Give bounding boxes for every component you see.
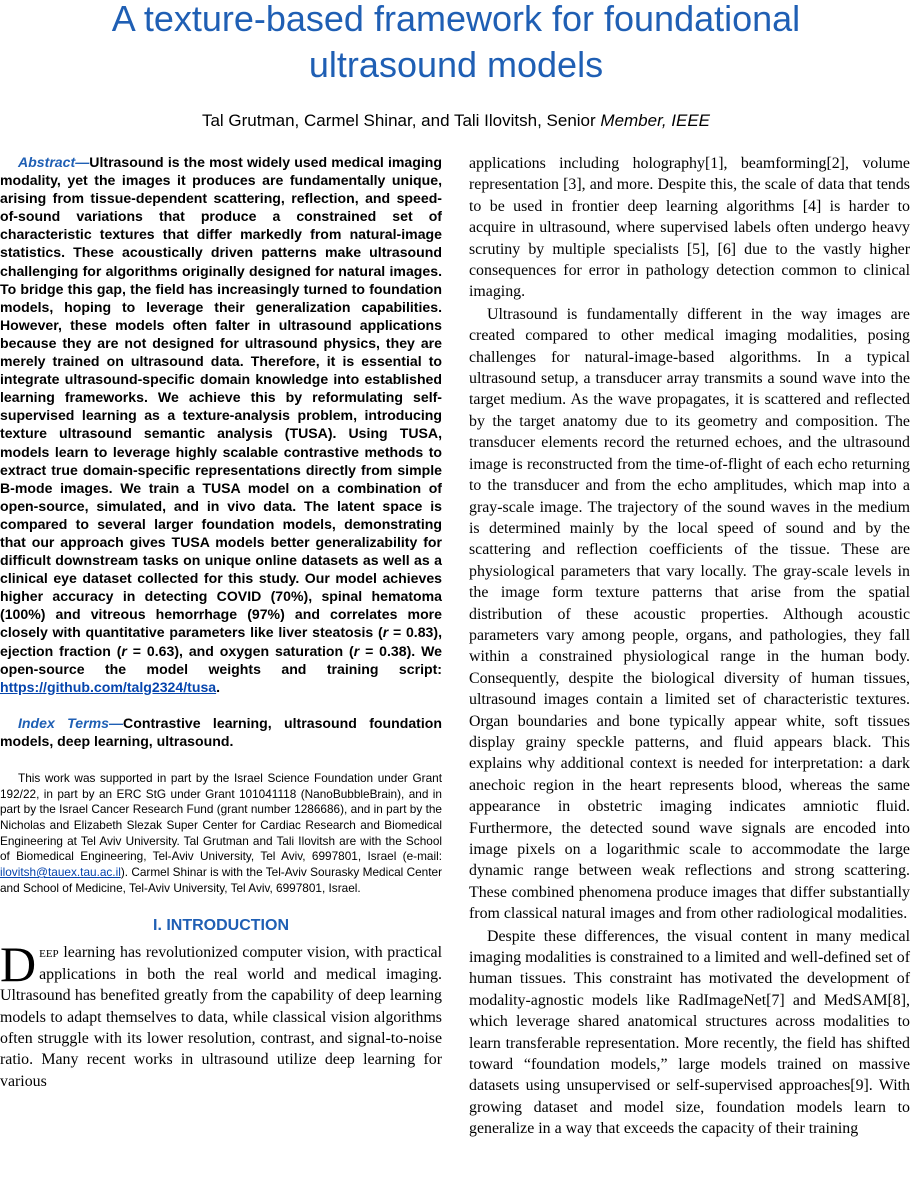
r-symbol-2: r <box>121 642 127 659</box>
abstract-text-3: = 0.63), and oxygen saturation ( <box>126 642 354 659</box>
left-column <box>0 153 442 1092</box>
body-paragraph-1: applications including holography[1], beamforming[2], volume representation [3], and more. Despite this, the scale of data that tends to be used in frontier deep learning algorithms [4] is harder to acquire in ultrasound, where supervised labels often undergo heavy scrutiny by multiple specialists [5], [6] due to the vastly higher consequences for error in pathology detection common to clinical imaging. <box>469 155 910 301</box>
footnote-text-2: ). Carmel Shinar is with the Tel-Aviv Sourasky Medical Center and School of Medicine, Tel-Aviv University, Tel Aviv, 6997801, Israel. <box>0 865 442 895</box>
abstract-text-2: = 0.83), ejection fraction ( <box>0 624 442 659</box>
abstract-end: . <box>216 678 221 695</box>
abstract-text-1: Ultrasound is the most widely used medical imaging modality, yet the images it produces are fundamentally unique, arising from tissue-dependent scattering, reflection, and speed-of-sound variations that produce a constrained set of characteristic textures that differ markedly from natural-image statistics. These acoustically driven patterns make ultrasound challenging for algorithms originally designed for natural images. To bridge this gap, the field has increasingly turned to foundation models, hoping to leverage their generalization capabilities. However, these models often falter in ultrasound applications because they are not designed for ultrasound physics, they are merely trained on ultrasound data. Therefore, it is essential to integrate ultrasound-specific domain knowledge into established learning frameworks. We achieve this by reformulating self-supervised learning as a texture-analysis problem, introducing texture ultrasound semantic analysis (TUSA). Using TUSA, models learn to leverage highly scalable contrastive methods to extract true domain-specific representations directly from simple B-mode images. We train a TUSA model on a combination of open-source, simulated, and in vivo data. The latent space is compared to several larger foundation models, demonstrating that our approach gives TUSA models better generalizability for difficult downstream tasks on unique online datasets as well as a clinical eye dataset collected for this study. Our model achieves higher accuracy in detecting COVID (70%), spinal hematoma (100%) and vitreous hemorrhage (97%) and correlates more closely with quantitative parameters like liver steatosis ( <box>0 154 442 641</box>
paper-title-line-2: ultrasound models <box>308 44 604 85</box>
paper-title-line-1: A texture-based framework for foundational <box>111 0 801 39</box>
author-line <box>0 110 912 132</box>
index-terms <box>0 714 442 751</box>
author-role: Member, IEEE <box>600 111 711 130</box>
footnote-text-1: This work was supported in part by the Israel Science Foundation under Grant 192/22, in part by an ERC StG under Grant 101041118 (NanoBubbleBrain), and in part by the Israel Cancer Research Fund (grant number 1286686), and in part by the Nicholas and Elizabeth Slezak Super Center for Cardiac Research and Biomedical Engineering at Tel Aviv University. Tal Grutman and Tali Ilovitsh are with the School of Biomedical Engineering, Tel-Aviv University, Tel Aviv, 6997801, Israel (e-mail: <box>0 770 442 864</box>
r-symbol-1: r <box>382 624 389 641</box>
paper-title <box>0 0 912 88</box>
abstract-label: Abstract <box>18 154 76 170</box>
author-names: Tal Grutman, Carmel Shinar, and Tali Ilovitsh, Senior <box>201 111 596 130</box>
r-symbol-3: r <box>353 642 360 659</box>
right-column <box>469 153 910 1141</box>
index-terms-text: Contrastive learning, ultrasound foundation models, deep learning, ultrasound. <box>0 714 442 750</box>
abstract-text-4: = 0.38). We open-source the model weights and training script: <box>0 642 442 677</box>
intro-paragraph <box>0 936 442 1092</box>
funding-footnote <box>0 771 442 897</box>
index-terms-label: Index Terms <box>18 714 109 731</box>
body-paragraph-2: Ultrasound is fundamentally different in the way images are created compared to other medical imaging modalities, posing challenges for natural-image-based algorithms. In a typical ultrasound setup, a transducer array transmits a sound wave into the target medium. As the wave propagates, it is scattered and reflected by the target anatomy due to its geometry and composition. The transducer elements record the returned echoes, and the ultrasound image is reconstructed from the time-of-flight of each echo returning to the transducer and from the echo amplitudes, which map into a gray-scale image. The trajectory of the sound waves in the medium is determined mainly by the local speed of sound and by the scattering and reflection coefficients of the tissue. These are physiological parameters that vary locally. The gray-scale levels in the image form texture patterns that arise from the spatial distribution of these acoustic properties. Although acoustic parameters vary among people, organs, and pathologies, they fall within a constrained physiological range in the human body. Consequently, despite the biological diversity of human tissues, ultrasound images contain a limited set of characteristic textures. Organ boundaries and bone typically appear white, soft tissues display grainy speckle patterns, and fluid appears black. This explains why additional context is needed for interpretation: a dark anechoic region in the heart represents blood, whereas the same appearance in obstetric imaging indicates amniotic fluid. Furthermore, the detected sound wave signals are encoded into image pixels on a logarithmic scale to accommodate the large dynamic range between weak reflections and strong scattering. These combined phenomena produce images that differ substantially from classical natural images and from other radiological modalities. <box>469 305 910 923</box>
abstract-dash: — <box>75 154 90 170</box>
intro-smallcaps: eep <box>39 944 59 962</box>
email-link[interactable]: ilovitsh@tauex.tau.ac.il <box>0 865 121 880</box>
drop-cap: D <box>0 936 37 993</box>
body-paragraph-3: Despite these differences, the visual content in many medical imaging modalities is constrained to a limited and well-defined set of human tissues. This constraint has motivated the development of modality-agnostic models like RadImageNet[7] and MedSAM[8], which leverage shared anatomical structures across modalities to learn transferable representation. More recently, the field has shifted toward “foundation models,” large models trained on massive datasets using unsupervised or self-supervised approaches[9]. With growing dataset and model size, foundation models learn to generalize in a way that exceeds the capacity of their training <box>469 927 910 1138</box>
abstract <box>0 153 442 696</box>
github-link[interactable]: https://github.com/talg2324/tusa <box>0 678 217 695</box>
index-terms-dash: — <box>108 714 124 731</box>
intro-text: learning has revolutionized computer vision, with practical applications in both the real world and medical imaging. Ultrasound has benefited greatly from the capability of deep learning models to adapt themselves to data, while classical vision algorithms often struggle with its lower resolution, contrast, and signal-to-noise ratio. Many recent works in ultrasound utilize deep learning for various <box>0 944 442 1090</box>
section-heading-introduction: I. INTRODUCTION <box>153 917 289 935</box>
